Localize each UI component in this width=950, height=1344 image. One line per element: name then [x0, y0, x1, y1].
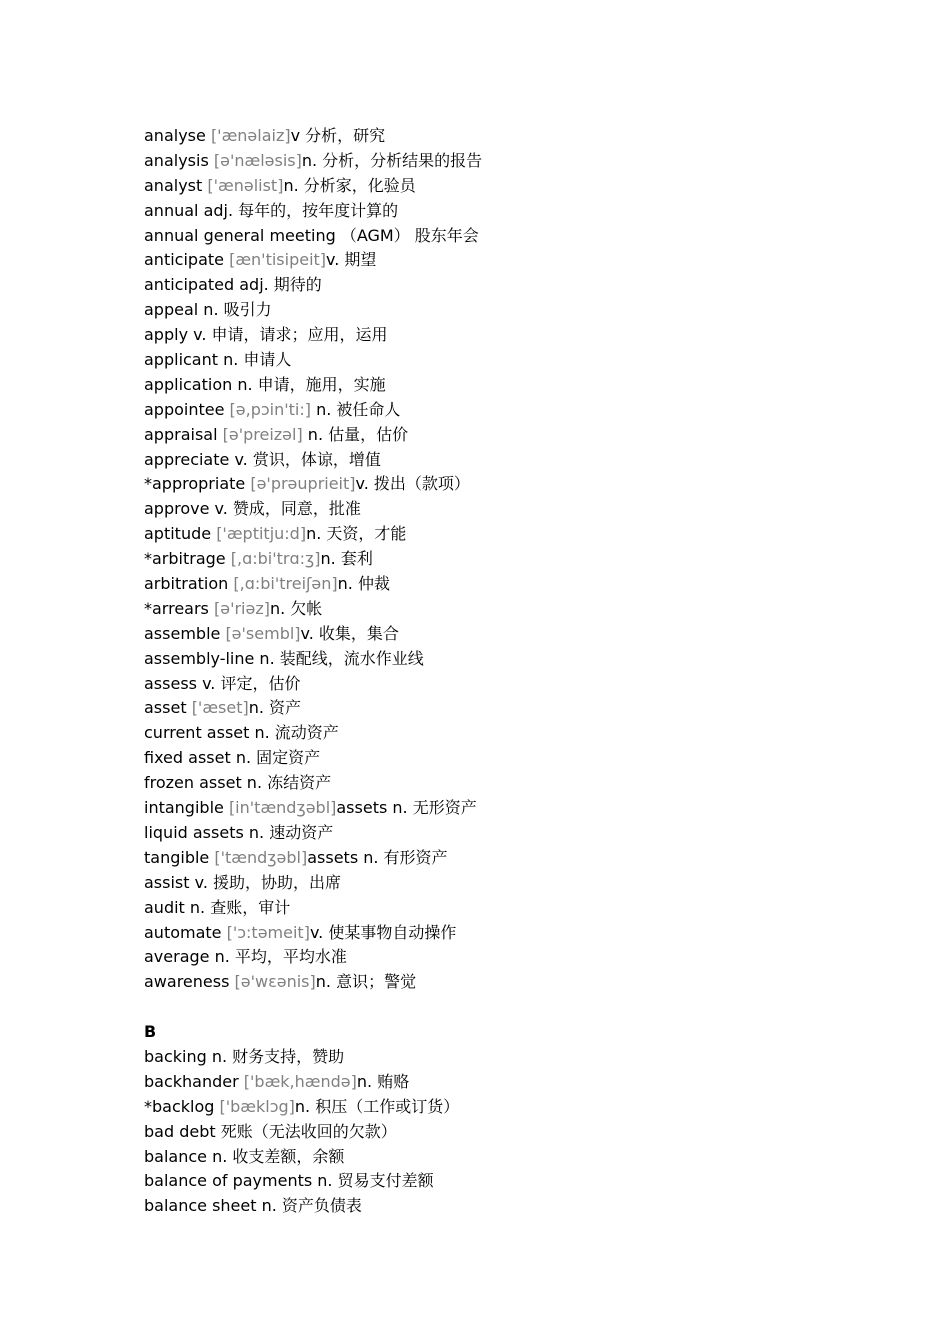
vocab-entry: [144, 348, 864, 373]
vocab-entry: [144, 1070, 864, 1095]
entry-definition: n. 资产: [248, 698, 302, 718]
entry-definition: n. 贿赂: [356, 1071, 410, 1091]
entry-word: appreciate v. 赏识，体谅，增值: [144, 449, 381, 469]
vocab-entry: [144, 821, 864, 846]
vocab-entry: [144, 945, 864, 970]
entry-definition: v. 期望: [326, 250, 377, 270]
entry-word: bad debt 死账（无法收回的欠款）: [144, 1121, 397, 1141]
entry-word: backhander: [144, 1071, 244, 1091]
vocab-entry: [144, 547, 864, 572]
entry-definition: n. 意识；警觉: [315, 972, 417, 992]
entry-definition: n. 欠帐: [269, 598, 323, 618]
entry-word: arbitration: [144, 574, 234, 594]
entry-word: appointee: [144, 399, 230, 419]
vocab-entry: [144, 1169, 864, 1194]
section-heading: B: [144, 1022, 157, 1042]
entry-phonetic: ['ænəlaiz]: [210, 126, 291, 145]
entry-word: *arbitrage: [144, 549, 231, 569]
entry-word: appraisal: [144, 424, 223, 444]
entry-phonetic: ['bæklɔg]: [219, 1096, 295, 1116]
entry-word: frozen asset n. 冻结资产: [144, 773, 332, 793]
entry-definition: assets n. 无形资产: [336, 798, 477, 818]
vocab-entry: [144, 423, 864, 448]
entry-word: fixed asset n. 固定资产: [144, 748, 321, 768]
entry-word: analyst: [144, 175, 208, 195]
entry-word: anticipate: [144, 250, 230, 270]
entry-phonetic: ['bæk,hændə]: [243, 1071, 357, 1091]
entry-definition: v. 使某事物自动操作: [309, 922, 457, 942]
vocab-entry: [144, 696, 864, 721]
entry-phonetic: ['æset]: [191, 698, 249, 718]
entry-definition: n. 套利: [320, 549, 373, 569]
vocab-entry: [144, 273, 864, 298]
entry-phonetic: [ə'riəz]: [213, 598, 270, 618]
vocab-entry: [144, 1145, 864, 1170]
entry-definition: n. 分析家，化验员: [283, 175, 416, 195]
entry-word: *arrears: [144, 598, 214, 618]
entry-phonetic: [ə'sembl]: [225, 623, 301, 643]
entry-definition: n. 分析，分析结果的报告: [301, 150, 483, 170]
vocab-entry: [144, 298, 864, 323]
entry-word: assist v. 援助，协助，出席: [144, 872, 342, 892]
entry-word: awareness: [144, 972, 235, 992]
entry-word: backing n. 财务支持，赞助: [144, 1046, 345, 1066]
entry-definition: v 分析，研究: [290, 126, 386, 145]
entry-word: current asset n. 流动资产: [144, 723, 339, 743]
entry-phonetic: ['ænəlist]: [207, 175, 284, 195]
entry-phonetic: ['tændʒəbl]: [214, 847, 308, 867]
vocab-entry: [144, 771, 864, 796]
vocab-entry: [144, 846, 864, 871]
entry-word: analyse: [144, 126, 211, 145]
vocab-entry: [144, 472, 864, 497]
vocab-entry: [144, 672, 864, 697]
entry-word: appeal n. 吸引力: [144, 300, 272, 320]
entry-definition: assets n. 有形资产: [307, 847, 448, 867]
entry-phonetic: [in'tændʒəbl]: [228, 798, 337, 818]
entry-word: automate: [144, 922, 227, 942]
vocab-entry: [144, 323, 864, 348]
vocabulary-document: [144, 124, 864, 1219]
entry-word: annual adj. 每年的，按年度计算的: [144, 200, 399, 220]
vocab-entry: [144, 1194, 864, 1219]
entry-word: assess v. 评定，估价: [144, 673, 301, 693]
vocab-entry: [144, 497, 864, 522]
entry-word: anticipated adj. 期待的: [144, 275, 322, 295]
vocab-entry: [144, 970, 864, 995]
vocab-entry: [144, 622, 864, 647]
vocab-entry: [144, 896, 864, 921]
entry-phonetic: ['æptitju:d]: [216, 524, 307, 544]
vocab-entry: [144, 796, 864, 821]
entry-word: assemble: [144, 623, 226, 643]
vocab-entry: [144, 248, 864, 273]
vocab-entry: [144, 398, 864, 423]
vocab-entry: [144, 124, 864, 149]
entry-definition: n. 天资，才能: [306, 524, 407, 544]
entry-word: *appropriate: [144, 474, 251, 494]
entry-definition: n. 积压（工作或订货）: [294, 1096, 460, 1116]
vocab-entry: [144, 224, 864, 249]
vocab-entry: [144, 746, 864, 771]
entry-phonetic: [ə'prəuprieit]: [250, 474, 356, 494]
vocab-entry: [144, 373, 864, 398]
entry-word: aptitude: [144, 524, 217, 544]
entry-phonetic: [ə'preizəl]: [222, 424, 303, 444]
entry-word: application n. 申请，施用，实施: [144, 374, 386, 394]
entry-word: liquid assets n. 速动资产: [144, 822, 334, 842]
entry-word: approve v. 赞成，同意，批准: [144, 499, 361, 519]
entry-phonetic: [ə'wɛənis]: [234, 972, 316, 992]
entry-phonetic: [,ɑ:bi'treiʃən]: [233, 574, 338, 594]
vocab-entry: [144, 522, 864, 547]
entry-phonetic: [ə,pɔin'ti:]: [229, 399, 311, 419]
entry-word: applicant n. 申请人: [144, 350, 292, 370]
vocab-entry: [144, 1045, 864, 1070]
vocab-entry: [144, 1120, 864, 1145]
entry-definition: n. 被任命人: [311, 399, 401, 419]
vocab-entry: [144, 572, 864, 597]
vocab-entry: [144, 149, 864, 174]
entry-definition: v. 收集，集合: [300, 623, 399, 643]
entry-word: *backlog: [144, 1096, 220, 1116]
entry-word: tangible: [144, 847, 215, 867]
vocab-entry: [144, 174, 864, 199]
entry-word: balance sheet n. 资产负债表: [144, 1196, 362, 1216]
vocab-entry: [144, 597, 864, 622]
entry-phonetic: ['ɔ:təmeit]: [226, 922, 310, 942]
entry-phonetic: [,ɑ:bi'trɑ:ʒ]: [230, 549, 321, 569]
vocab-entry: [144, 448, 864, 473]
entry-definition: v. 拨出（款项）: [355, 474, 470, 494]
entry-word: annual general meeting （AGM） 股东年会: [144, 225, 479, 245]
vocab-entry: [144, 1095, 864, 1120]
entry-word: assembly-line n. 装配线，流水作业线: [144, 648, 424, 668]
entry-phonetic: [æn'tisipeit]: [229, 250, 327, 270]
entry-word: balance n. 收支差额，余额: [144, 1146, 345, 1166]
vocab-entry: [144, 871, 864, 896]
entry-word: intangible: [144, 798, 229, 818]
entry-definition: n. 仲裁: [337, 574, 390, 594]
entry-word: balance of payments n. 贸易支付差额: [144, 1171, 434, 1191]
vocab-entry: [144, 721, 864, 746]
entry-word: asset: [144, 698, 192, 718]
vocab-entry: [144, 647, 864, 672]
entry-word: average n. 平均，平均水准: [144, 947, 347, 967]
entry-word: audit n. 查账，审计: [144, 897, 291, 917]
entry-definition: n. 估量，估价: [302, 424, 409, 444]
vocab-entry: [144, 921, 864, 946]
entry-phonetic: [ə'næləsis]: [213, 150, 302, 170]
entry-word: apply v. 申请，请求；应用，运用: [144, 325, 388, 345]
entry-word: analysis: [144, 150, 214, 170]
vocab-entry: [144, 199, 864, 224]
